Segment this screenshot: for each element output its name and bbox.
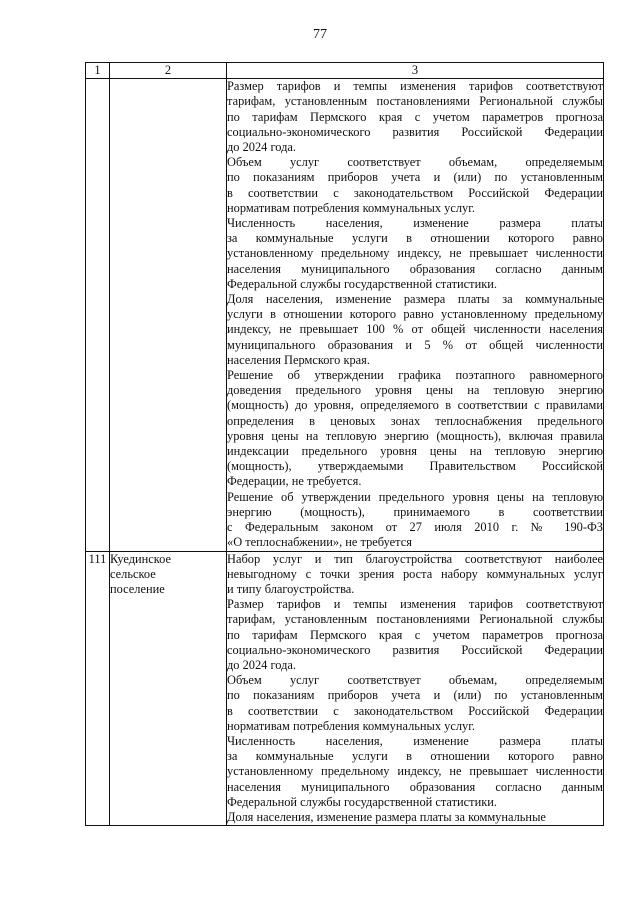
paragraph-line: индексации предельного уровня цены на тепловую энергию (227, 444, 603, 459)
municipality-name (110, 551, 227, 826)
paragraph-line: Федеральной службы государственной статистики. (227, 794, 497, 809)
municipality-name-line: Куединское (110, 551, 172, 566)
table-header-row (86, 63, 604, 79)
paragraph-line: Доля населения, изменение размера платы за коммунальные (227, 292, 603, 307)
paragraph-line: индексу, не превышает 100 % от общей численности населения (227, 322, 603, 337)
paragraph-line: Решение об утверждении предельного уровня цены на тепловую (227, 489, 603, 504)
paragraph-line: доведения предельного уровня цены на тепловую энергию (227, 383, 603, 398)
paragraph-line: с Федеральным законом от 27 июля 2010 г. № 190-ФЗ (227, 520, 603, 535)
page-number: 77 (313, 27, 327, 42)
criteria-text (227, 551, 604, 826)
paragraph-line: за коммунальные услуги в отношении которого равно (227, 749, 603, 764)
paragraph-line: (мощность) до уровня, определяемого в соответствии с правилами (227, 398, 603, 413)
header-col-3: 3 (227, 63, 604, 79)
paragraph-line: Объем услуг соответствует объемам, определяемым (227, 155, 603, 170)
paragraph-line: населения муниципального образования согласно данным (227, 261, 603, 276)
paragraph-line: (мощность), утверждаемыми Правительством Российской (227, 459, 603, 474)
paragraph-line: населения муниципального образования согласно данным (227, 779, 603, 794)
header-col-1: 1 (86, 63, 110, 79)
paragraph-line: уровня цены на тепловую энергию (мощность), включая правила (227, 428, 603, 443)
paragraph-line: установленному предельному индексу, не превышает численности (227, 764, 603, 779)
table-row (86, 551, 604, 826)
tariff-table (85, 62, 604, 826)
paragraph-line: в соответствии с законодательством Российской Федерации (227, 703, 603, 718)
paragraph-line: Объем услуг соответствует объемам, определяемым (227, 673, 603, 688)
paragraph-line: по тарифам Пермского края с учетом параметров прогноза (227, 109, 603, 124)
paragraph-line: «О теплоснабжении», не требуется (227, 535, 412, 550)
paragraph-line: невыгодному с точки зрения роста набору коммунальных услуг (227, 566, 603, 581)
paragraph-line: и типу благоустройства. (227, 581, 355, 596)
paragraph-line: Численность населения, изменение размера платы (227, 216, 603, 231)
criteria-text (227, 79, 604, 551)
paragraph-line: нормативам потребления коммунальных услуг. (227, 718, 476, 733)
paragraph-line: за коммунальные услуги в отношении которого равно (227, 231, 603, 246)
paragraph-line: услуги в отношении которого равно установленному предельному (227, 307, 603, 322)
row-number (86, 79, 110, 551)
paragraph-line: Набор услуг и тип благоустройства соответствуют наиболее (227, 551, 603, 566)
paragraph-line: Доля населения, изменение размера платы за коммунальные (227, 809, 546, 824)
table-row (86, 79, 604, 551)
paragraph-line: нормативам потребления коммунальных услуг. (227, 200, 476, 215)
paragraph-line: установленному предельному индексу, не превышает численности (227, 246, 603, 261)
paragraph-line: до 2024 года. (227, 140, 296, 155)
paragraph-line: Численность населения, изменение размера платы (227, 733, 603, 748)
paragraph-line: населения Пермского края. (227, 352, 370, 367)
paragraph-line: по тарифам Пермского края с учетом параметров прогноза (227, 627, 603, 642)
paragraph-line: тарифам, установленным постановлениями Региональной службы (227, 612, 603, 627)
paragraph-line: по показаниям приборов учета и (или) по установленным (227, 170, 603, 185)
paragraph-line: энергию (мощность), принимаемого в соответствии (227, 504, 603, 519)
municipality-name-line: сельское (110, 566, 156, 581)
paragraph-line: Размер тарифов и темпы изменения тарифов соответствуют (227, 79, 603, 94)
municipality-name-line: поселение (110, 581, 165, 596)
paragraph-line: Федеральной службы государственной статистики. (227, 276, 497, 291)
paragraph-line: определения в ценовых зонах теплоснабжения предельного (227, 413, 603, 428)
header-col-2: 2 (110, 63, 227, 79)
paragraph-line: до 2024 года. (227, 657, 296, 672)
municipality-name (110, 79, 227, 551)
paragraph-line: социально-экономического развития Российской Федерации (227, 124, 603, 139)
paragraph-line: муниципального образования и 5 % от общей численности (227, 337, 603, 352)
paragraph-line: по показаниям приборов учета и (или) по установленным (227, 688, 603, 703)
paragraph-line: Размер тарифов и темпы изменения тарифов соответствуют (227, 597, 603, 612)
paragraph-line: Решение об утверждении графика поэтапного равномерного (227, 368, 603, 383)
paragraph-line: тарифам, установленным постановлениями Региональной службы (227, 94, 603, 109)
paragraph-line: Федерации, не требуется. (227, 474, 362, 489)
row-number: 111 (86, 551, 110, 826)
paragraph-line: в соответствии с законодательством Российской Федерации (227, 185, 603, 200)
paragraph-line: социально-экономического развития Российской Федерации (227, 642, 603, 657)
